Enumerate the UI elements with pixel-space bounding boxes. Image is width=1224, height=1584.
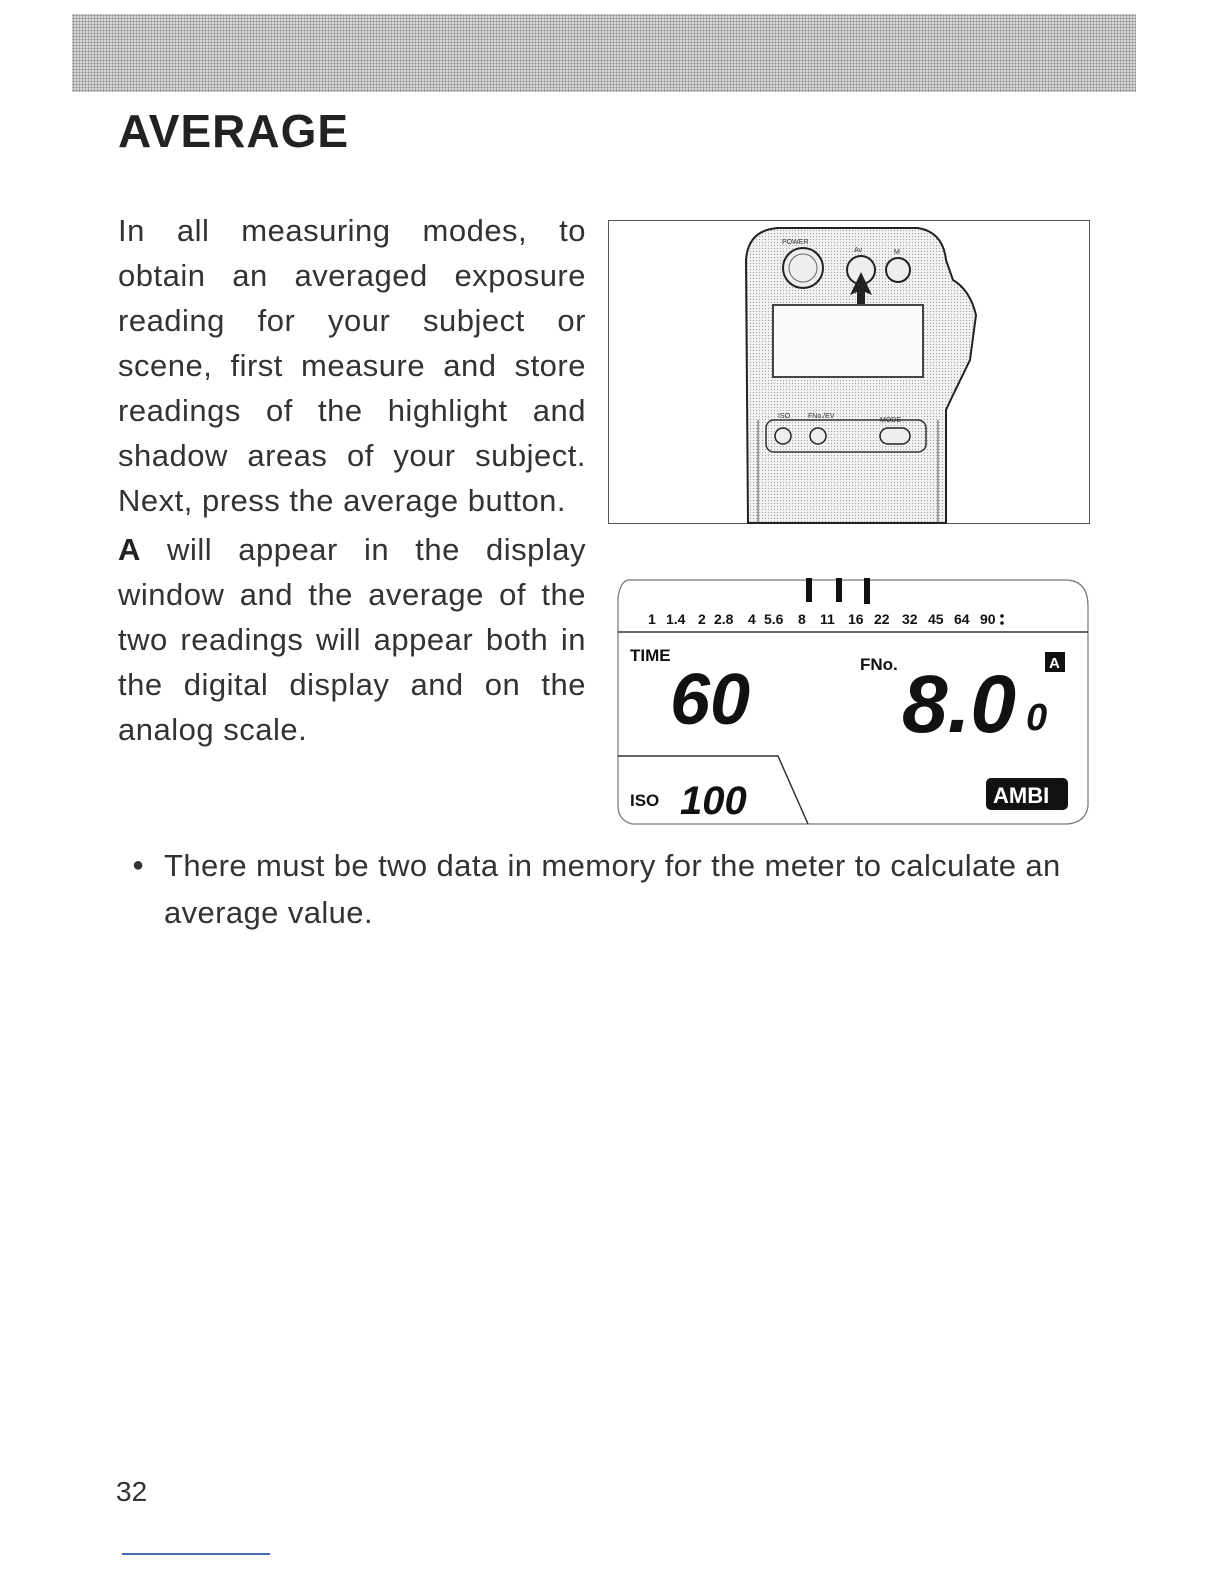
iso-button	[775, 428, 791, 444]
meter-illustration	[608, 220, 1090, 524]
scale-label: 16	[848, 611, 864, 627]
scale-label: 32	[902, 611, 918, 627]
instructions	[118, 208, 586, 752]
note-text: There must be two data in memory for the meter to calculate an average value.	[164, 848, 1061, 930]
mode-button	[880, 428, 910, 444]
iso-value: 100	[680, 779, 747, 823]
header-band	[72, 14, 1136, 92]
page-number: 32	[116, 1476, 148, 1507]
memory-button-label: M	[894, 249, 900, 256]
average-indicator: A	[1049, 655, 1060, 672]
memory-button	[886, 258, 910, 282]
scale-label: 11	[820, 611, 835, 627]
scale-label: 22	[874, 611, 890, 627]
fno-ev-button-label: FNo./EV	[808, 413, 835, 420]
bullet-icon: ●	[132, 854, 145, 876]
power-button	[783, 248, 823, 288]
iso-label: ISO	[630, 791, 660, 810]
scale-marker-2	[836, 578, 842, 602]
iso-button-label: ISO	[778, 413, 791, 420]
mode-badge: AMBI	[993, 783, 1050, 808]
scale-label: 1	[648, 611, 656, 627]
page-title: AVERAGE	[118, 105, 350, 157]
result-paragraph	[118, 527, 586, 752]
aperture-tenths-value: 0	[1026, 697, 1048, 739]
fno-ev-button	[810, 428, 826, 444]
scale-label: 5.6	[764, 611, 784, 627]
scale-label: 1.4	[666, 611, 686, 627]
power-label: POWER	[782, 239, 809, 246]
footer-line	[122, 1553, 270, 1555]
aperture-value: 8.0	[902, 659, 1016, 750]
note-bullet	[132, 842, 1102, 936]
scale-label: 4	[748, 611, 756, 627]
scale-label: 64	[954, 611, 970, 627]
time-label: TIME	[630, 646, 671, 665]
fno-label: FNo.	[860, 655, 898, 674]
scale-label: 8	[798, 611, 806, 627]
scale-label: 2	[698, 611, 706, 627]
scale-marker-average	[864, 578, 870, 604]
lcd-window	[773, 305, 923, 377]
shutter-speed-value: 60	[670, 660, 751, 740]
scale-label: 45	[928, 611, 944, 627]
average-symbol-letter: A	[118, 532, 141, 567]
lcd-display-illustration	[608, 570, 1090, 832]
scale-marker-1	[806, 578, 812, 602]
average-button-label: Av	[854, 247, 863, 254]
instruction-paragraph: In all measuring modes, to obtain an averaged exposure reading for your subject or scene, first measure and store readings of the highlight and shadow areas of your subject. Next, press the average button.	[118, 213, 586, 518]
scale-label: 2.8	[714, 611, 734, 627]
result-paragraph-text: will appear in the display window and the average of the two readings will appear both in the digital display and on the analog scale.	[118, 532, 586, 747]
scale-label: 90	[980, 611, 996, 627]
mode-button-label: MODE	[880, 417, 901, 424]
